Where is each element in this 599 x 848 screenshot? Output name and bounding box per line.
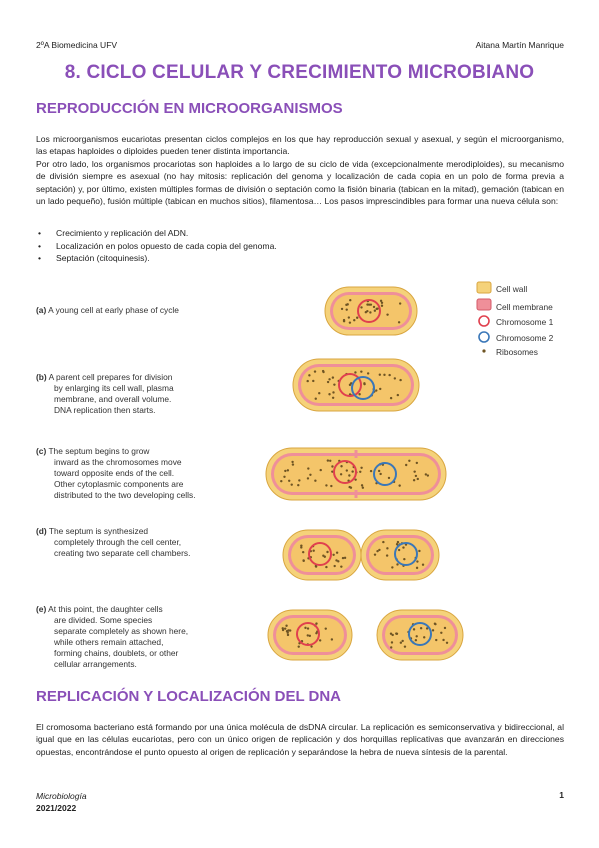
ribosome (367, 372, 369, 374)
ribosome (287, 629, 289, 631)
cell-diagram (36, 278, 564, 666)
ribosome (340, 565, 342, 567)
ribosome (312, 550, 314, 552)
ribosome (388, 374, 390, 376)
footer-year: 2021/2022 (36, 803, 77, 813)
ribosome (309, 635, 311, 637)
ribosome (376, 307, 378, 309)
ribosome (287, 469, 289, 471)
ribosome (332, 391, 334, 393)
caption-d: (d) The septum is synthesized completely through the cell center, creating two separate cell chambers. (36, 526, 191, 558)
ribosome (425, 473, 427, 475)
ribosome (319, 639, 321, 641)
ribosome (331, 638, 333, 640)
ribosome (287, 632, 289, 634)
ribosome (401, 640, 403, 642)
legend-chromosome-1: Chromosome 1 (496, 317, 554, 327)
ribosome (325, 566, 327, 568)
ribosome (348, 474, 350, 476)
ribosome (322, 370, 324, 372)
footer-info (36, 790, 87, 814)
ribosome (308, 374, 310, 376)
ribosome (349, 321, 351, 323)
ribosome (347, 303, 349, 305)
ribosome (379, 388, 381, 390)
ribosome (283, 476, 285, 478)
ribosome (325, 627, 327, 629)
header-course: 2ºA Biomedicina UFV (36, 40, 118, 50)
ribosome (383, 374, 385, 376)
ribosome (332, 376, 334, 378)
ribosome (405, 464, 407, 466)
ribosome (300, 544, 302, 546)
ribosome (442, 639, 444, 641)
ribosome (391, 566, 393, 568)
ribosome (403, 558, 405, 560)
ribosome (302, 559, 304, 561)
cell-d-right-cytoplasm (369, 538, 431, 572)
ribosome (423, 636, 425, 638)
ribosome (435, 639, 437, 641)
ribosome (415, 475, 417, 477)
ribosome (381, 302, 383, 304)
section-heading-replicacion: REPLICACIÓN Y LOCALIZACIÓN DEL DNA (36, 688, 342, 705)
ribosome (398, 549, 400, 551)
ribosome (440, 632, 442, 634)
ribosome (386, 547, 388, 549)
ribosome (315, 622, 317, 624)
ribosome (432, 629, 434, 631)
ribosome (314, 480, 316, 482)
ribosome (307, 627, 309, 629)
ribosome (280, 480, 282, 482)
ribosome (362, 487, 364, 489)
ribosome (390, 646, 392, 648)
ribosome (369, 311, 371, 313)
ribosome (292, 463, 294, 465)
header-author: Aitana Martín Manrique (475, 40, 564, 50)
ribosome (382, 541, 384, 543)
ribosome (328, 378, 330, 380)
ribosome (306, 380, 308, 382)
legend-swatch-wall (477, 282, 491, 293)
ribosome (413, 628, 415, 630)
ribosome (358, 393, 360, 395)
ribosome (373, 306, 375, 308)
ribosome (388, 477, 390, 479)
ribosome (391, 634, 393, 636)
ribosome (298, 645, 300, 647)
page-title: 8. CICLO CELULAR Y CRECIMIENTO MICROBIANO (64, 62, 535, 83)
ribosome (398, 484, 400, 486)
ribosome (370, 470, 372, 472)
ribosome (363, 383, 365, 385)
ribosome (315, 632, 317, 634)
ribosome (328, 393, 330, 395)
ribosome (332, 397, 334, 399)
ribosome (327, 381, 329, 383)
ribosome (434, 623, 436, 625)
paragraph-procariotas: Por otro lado, los organismos procariotas son haploides a lo largo de su ciclo de vida (excepcionalmente merodiploides), su mecanismo de división siempre es asexual (no hay mitosis: replicación del genoma y localización de cada copia en un polo de forma previa a septación) y, por último, existen múltiples formas de división o septación como la fisión binaria (tabican en la mitad), gemación (tabican en un lado pequeño), fusión múltiple (tabican en muchos sitios), filamentosa… Los pasos imprescindibles para formar una nueva célula son: (36, 159, 564, 207)
ribosome (413, 479, 415, 481)
ribosome (284, 627, 286, 629)
list-item: • Localización en polos opuesto de cada copia del genoma. (36, 240, 564, 253)
ribosome (416, 560, 418, 562)
ribosome (298, 479, 300, 481)
ribosome (314, 370, 316, 372)
ribosome (416, 462, 418, 464)
ribosome (291, 483, 293, 485)
ribosome (379, 473, 381, 475)
ribosome (282, 627, 284, 629)
ribosome (284, 470, 286, 472)
ribosome (287, 634, 289, 636)
ribosome (331, 465, 333, 467)
ribosome (351, 470, 353, 472)
ribosome (326, 551, 328, 553)
legend-ribosomes: Ribosomes (496, 347, 538, 357)
caption-c: (c) The septum begins to grow inward as the chromosomes move toward opposite ends of the cell. Other cytoplasmic components are distributed to the two developing cells. (36, 446, 196, 500)
ribosome (422, 564, 424, 566)
ribosome (325, 484, 327, 486)
paragraph-replicacion: El cromosoma bacteriano está formando por una única molécula de dsDNA circular. La replicación es semiconservativa y bidireccional, al igual que en las células eucariotas, pero con un único origen de replicación y dos horquillas replicativas que avanzarán en direcciones opuestas, encontrándose el punto opuesto al origen de replicación y separándose la hebra de nueva síntesis de la parental. (36, 722, 564, 757)
ribosome (359, 471, 361, 473)
legend-swatch-membrane (477, 299, 491, 310)
ribosome (307, 467, 309, 469)
ribosome (307, 477, 309, 479)
ribosome (381, 305, 383, 307)
ribosome (297, 484, 299, 486)
ribosome (375, 389, 377, 391)
ribosome (395, 632, 397, 634)
section-heading-reproduccion: REPRODUCCIÓN EN MICROORGANISMOS (36, 100, 343, 117)
ribosome (379, 373, 381, 375)
ribosome (417, 478, 419, 480)
ribosome (285, 625, 287, 627)
ribosome (346, 469, 348, 471)
legend-cell-wall: Cell wall (496, 284, 528, 294)
steps-list (36, 227, 564, 265)
ribosome (340, 473, 342, 475)
page-number: 1 (559, 790, 564, 800)
ribosome (353, 319, 355, 321)
footer-subject: Microbiología (36, 791, 87, 801)
caption-e: (e) At this point, the daughter cells are divided. Some species separate completely as shown here, while others remain attached, forming chains, doublets, or other cellular arrangements. (36, 604, 189, 669)
ribosome (365, 311, 367, 313)
ribosome (378, 470, 380, 472)
ribosome (415, 639, 417, 641)
ribosome (333, 383, 335, 385)
ribosome (399, 379, 401, 381)
legend-chromosome-2: Chromosome 2 (496, 333, 554, 343)
ribosome (349, 299, 351, 301)
ribosome (397, 541, 399, 543)
ribosome (288, 480, 290, 482)
ribosome (348, 316, 350, 318)
ribosome (402, 546, 404, 548)
ribosome (390, 397, 392, 399)
legend-swatch-ribosome (482, 349, 485, 352)
list-item: • Crecimiento y replicación del ADN. (36, 227, 564, 240)
ribosome (330, 485, 332, 487)
ribosome (318, 392, 320, 394)
ribosome (416, 635, 418, 637)
ribosome (354, 371, 356, 373)
ribosome (360, 370, 362, 372)
ribosome (333, 565, 335, 567)
ribosome (427, 474, 429, 476)
legend-swatch-chromosome-2 (479, 332, 489, 342)
paragraph-eucariotas: Los microorganismos eucariotas presentan ciclos complejos en los que hay reproducción sexual y asexual, y según el microorganismo, las etapas haploides o diploides pueden tener distinta importancia. (36, 134, 564, 157)
ribosome (378, 549, 380, 551)
ribosome (404, 645, 406, 647)
ribosome (356, 317, 358, 319)
ribosome (386, 554, 388, 556)
ribosome (397, 394, 399, 396)
ribosome (320, 469, 322, 471)
ribosome (327, 459, 329, 461)
ribosome (291, 461, 293, 463)
ribosome (374, 553, 376, 555)
ribosome (420, 627, 422, 629)
ribosome (307, 634, 309, 636)
ribosome (446, 642, 448, 644)
ribosome (408, 460, 410, 462)
ribosome (413, 470, 415, 472)
ribosome (336, 552, 338, 554)
ribosome (399, 302, 401, 304)
ribosome (444, 627, 446, 629)
ribosome (340, 465, 342, 467)
ribosome (309, 474, 311, 476)
legend-cell-membrane: Cell membrane (496, 302, 553, 312)
ribosome (329, 460, 331, 462)
ribosome (368, 303, 370, 305)
ribosome (346, 308, 348, 310)
ribosome (391, 641, 393, 643)
ribosome (304, 627, 306, 629)
ribosome (350, 487, 352, 489)
binary-fission-figure (36, 278, 564, 669)
ribosome (344, 557, 346, 559)
ribosome (341, 308, 343, 310)
ribosome (360, 467, 362, 469)
ribosome (416, 567, 418, 569)
ribosome (332, 554, 334, 556)
ribosome (386, 313, 388, 315)
ribosome (322, 555, 324, 557)
ribosome (337, 560, 339, 562)
ribosome (315, 398, 317, 400)
list-item: • Septación (citoquinesis). (36, 252, 564, 265)
ribosome (302, 551, 304, 553)
ribosome (396, 563, 398, 565)
caption-a: (a) A young cell at early phase of cycle (36, 305, 179, 315)
legend-swatch-chromosome-1 (479, 316, 489, 326)
ribosome (343, 320, 345, 322)
ribosome (400, 641, 402, 643)
ribosome (374, 309, 376, 311)
ribosome (418, 550, 420, 552)
ribosome (360, 306, 362, 308)
ribosome (361, 484, 363, 486)
ribosome (312, 380, 314, 382)
ribosome (398, 321, 400, 323)
ribosome (394, 377, 396, 379)
caption-b: (b) A parent cell prepares for division by enlarging its cell wall, plasma membrane, and overall volume. DNA replication then starts. (36, 372, 174, 415)
ribosome (342, 557, 344, 559)
